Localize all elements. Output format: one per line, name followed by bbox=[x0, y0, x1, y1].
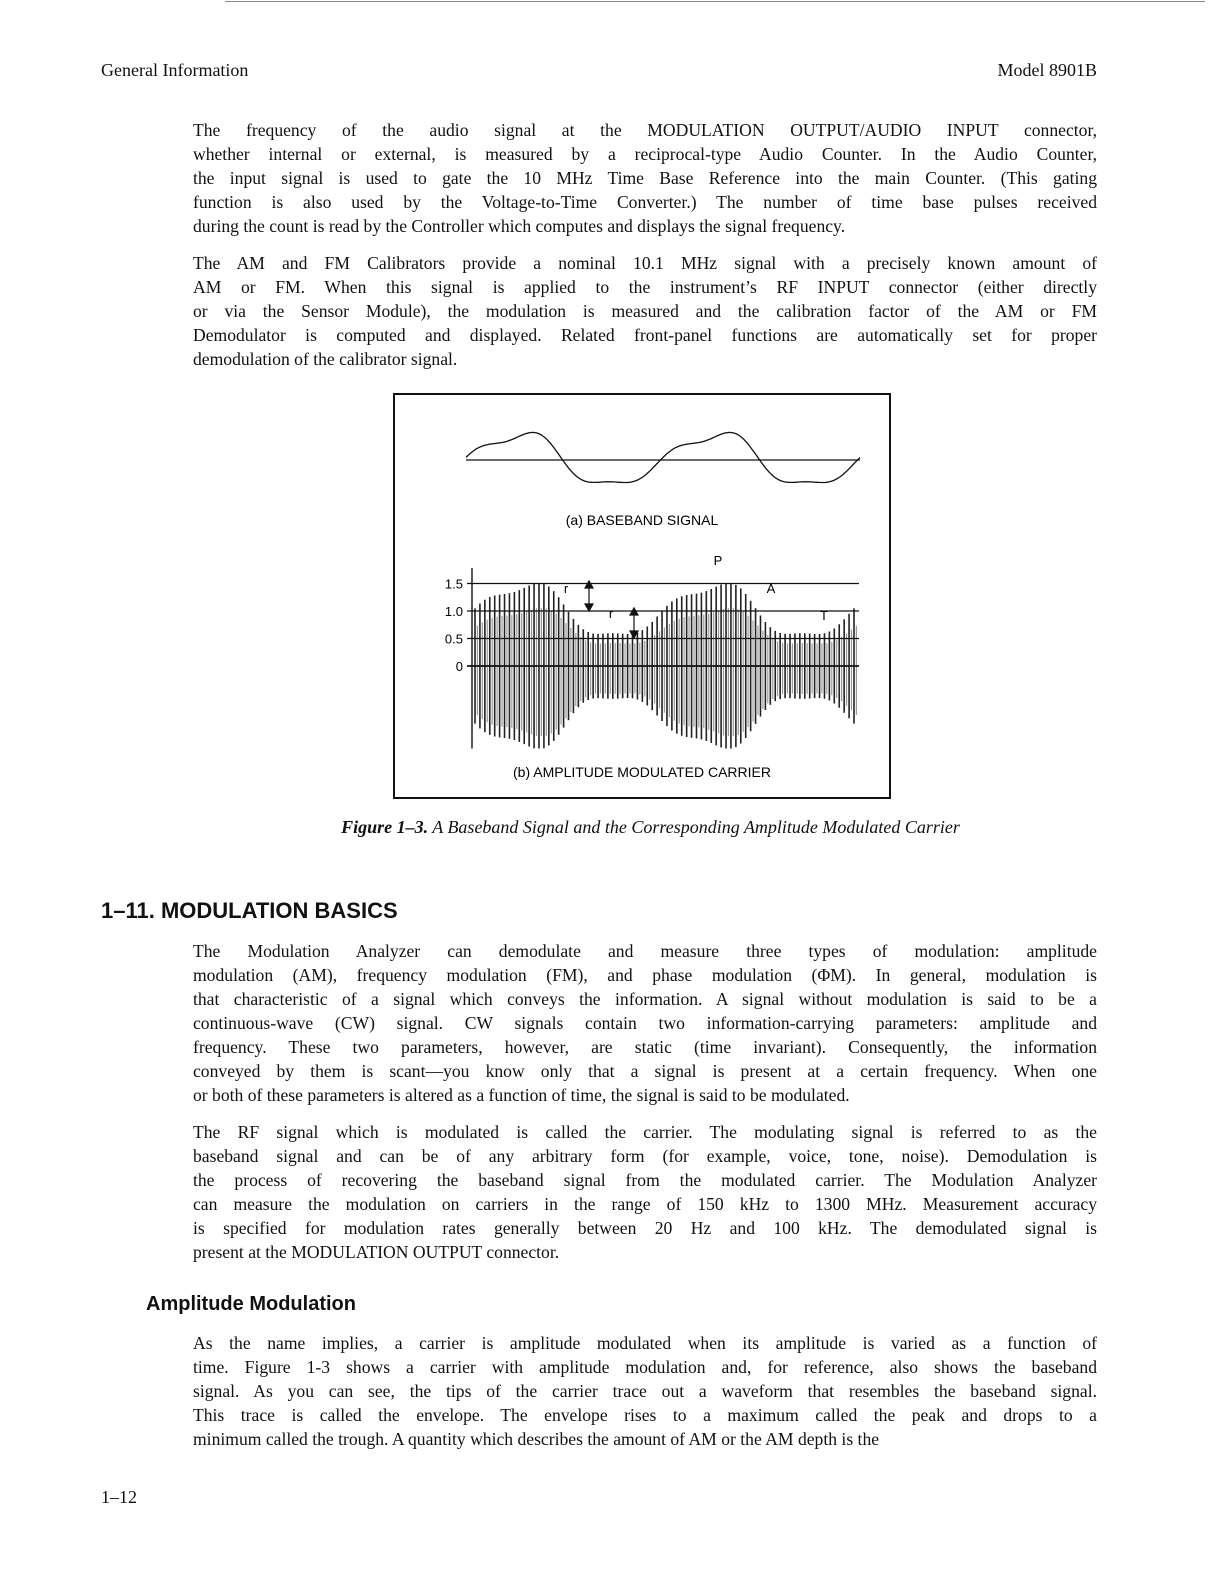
text-line: Demodulator is computed and displayed. Related front-panel functions are automatically set for proper bbox=[193, 325, 1097, 345]
text-line: is specified for modulation rates generally between 20 Hz and 100 kHz. The demodulated signal is bbox=[193, 1218, 1097, 1238]
text-line: frequency. These two parameters, however, are static (time invariant). Consequently, the information bbox=[193, 1037, 1097, 1057]
baseband-label: (a) BASEBAND SIGNAL bbox=[565, 512, 719, 528]
text-line: baseband signal and can be of any arbitrary form (for example, voice, tone, noise). Demodulation is bbox=[193, 1146, 1097, 1166]
paragraph-carrier bbox=[193, 1120, 1097, 1264]
text-line: whether internal or external, is measured by a reciprocal-type Audio Counter. In the Audio Counter, bbox=[193, 144, 1097, 164]
text-line: AM or FM. When this signal is applied to the instrument’s RF INPUT connector (either directly bbox=[193, 277, 1097, 297]
baseband-signal-curve bbox=[466, 432, 860, 482]
text-line: the input signal is used to gate the 10 MHz Time Base Reference into the main Counter. (This gating bbox=[193, 168, 1097, 188]
text-line: The frequency of the audio signal at the MODULATION OUTPUT/AUDIO INPUT connector, bbox=[193, 120, 1097, 140]
text-line: The AM and FM Calibrators provide a nominal 10.1 MHz signal with a precisely known amount of bbox=[193, 253, 1097, 273]
text-line: conveyed by them is scant—you know only that a signal is present at a certain frequency. When one bbox=[193, 1061, 1097, 1081]
paragraph-audio-counter bbox=[193, 118, 1097, 238]
y-tick-label: 1.5 bbox=[444, 576, 463, 592]
carrier-label: (b) AMPLITUDE MODULATED CARRIER bbox=[513, 764, 771, 780]
y-tick-label: 0.5 bbox=[444, 631, 463, 647]
text-line: minimum called the trough. A quantity which describes the amount of AM or the AM depth is the bbox=[193, 1429, 880, 1449]
text-line: the process of recovering the baseband signal from the modulated carrier. The Modulation Analyzer bbox=[193, 1170, 1097, 1190]
text-line: As the name implies, a carrier is amplitude modulated when its amplitude is varied as a function of bbox=[193, 1333, 1097, 1353]
figure-svg bbox=[395, 395, 889, 797]
trough-marker-label: T bbox=[820, 608, 828, 623]
y-tick-label: 1.0 bbox=[444, 604, 463, 619]
paragraph-modulation-types bbox=[193, 939, 1097, 1107]
paragraph-calibrators bbox=[193, 251, 1097, 371]
r-marker-upper-label: r bbox=[563, 581, 569, 596]
peak-marker-label: P bbox=[713, 553, 723, 568]
text-line: modulation (AM), frequency modulation (FM), and phase modulation (ΦM). In general, modulation is bbox=[193, 965, 1097, 985]
text-line: that characteristic of a signal which conveys the information. A signal without modulation is said to be a bbox=[193, 989, 1097, 1009]
text-line: during the count is read by the Controller which computes and displays the signal frequency. bbox=[193, 216, 846, 236]
section-heading: 1–11. MODULATION BASICS bbox=[101, 898, 398, 923]
text-line: The Modulation Analyzer can demodulate and measure three types of modulation: amplitude bbox=[193, 941, 1097, 961]
text-line: or via the Sensor Module), the modulation is measured and the calibration factor of the AM or FM bbox=[193, 301, 1097, 321]
top-rule bbox=[225, 1, 1205, 2]
average-marker-label: A bbox=[766, 581, 776, 596]
r-marker-lower-label: r bbox=[608, 606, 614, 621]
paragraph-amplitude-modulation bbox=[193, 1331, 1097, 1451]
text-line: The RF signal which is modulated is called the carrier. The modulating signal is referred to as the bbox=[193, 1122, 1097, 1142]
text-line: present at the MODULATION OUTPUT connector. bbox=[193, 1242, 560, 1262]
figure-1-3 bbox=[393, 393, 891, 799]
text-line: signal. As you can see, the tips of the carrier trace out a waveform that resembles the baseband signal. bbox=[193, 1381, 1097, 1401]
text-line: time. Figure 1-3 shows a carrier with amplitude modulation and, for reference, also shows the baseband bbox=[193, 1357, 1097, 1377]
figure-caption bbox=[0, 817, 1221, 838]
subsection-heading: Amplitude Modulation bbox=[146, 1293, 356, 1315]
figure-number: Figure 1–3. bbox=[341, 817, 429, 837]
y-tick-label: 0 bbox=[455, 659, 463, 674]
running-header-section: General Information bbox=[101, 60, 249, 80]
text-line: This trace is called the envelope. The envelope rises to a maximum called the peak and drops to a bbox=[193, 1405, 1097, 1425]
text-line: continuous-wave (CW) signal. CW signals contain two information-carrying parameters: amplitude and bbox=[193, 1013, 1097, 1033]
page-number: 1–12 bbox=[101, 1487, 137, 1507]
text-line: function is also used by the Voltage-to-Time Converter.) The number of time base pulses received bbox=[193, 192, 1097, 212]
running-header-model: Model 8901B bbox=[997, 60, 1097, 80]
text-line: demodulation of the calibrator signal. bbox=[193, 349, 458, 369]
text-line: or both of these parameters is altered as a function of time, the signal is said to be modulated. bbox=[193, 1085, 850, 1105]
figure-caption-text: A Baseband Signal and the Corresponding Amplitude Modulated Carrier bbox=[428, 817, 960, 837]
text-line: can measure the modulation on carriers in the range of 150 kHz to 1300 MHz. Measurement accuracy bbox=[193, 1194, 1097, 1214]
